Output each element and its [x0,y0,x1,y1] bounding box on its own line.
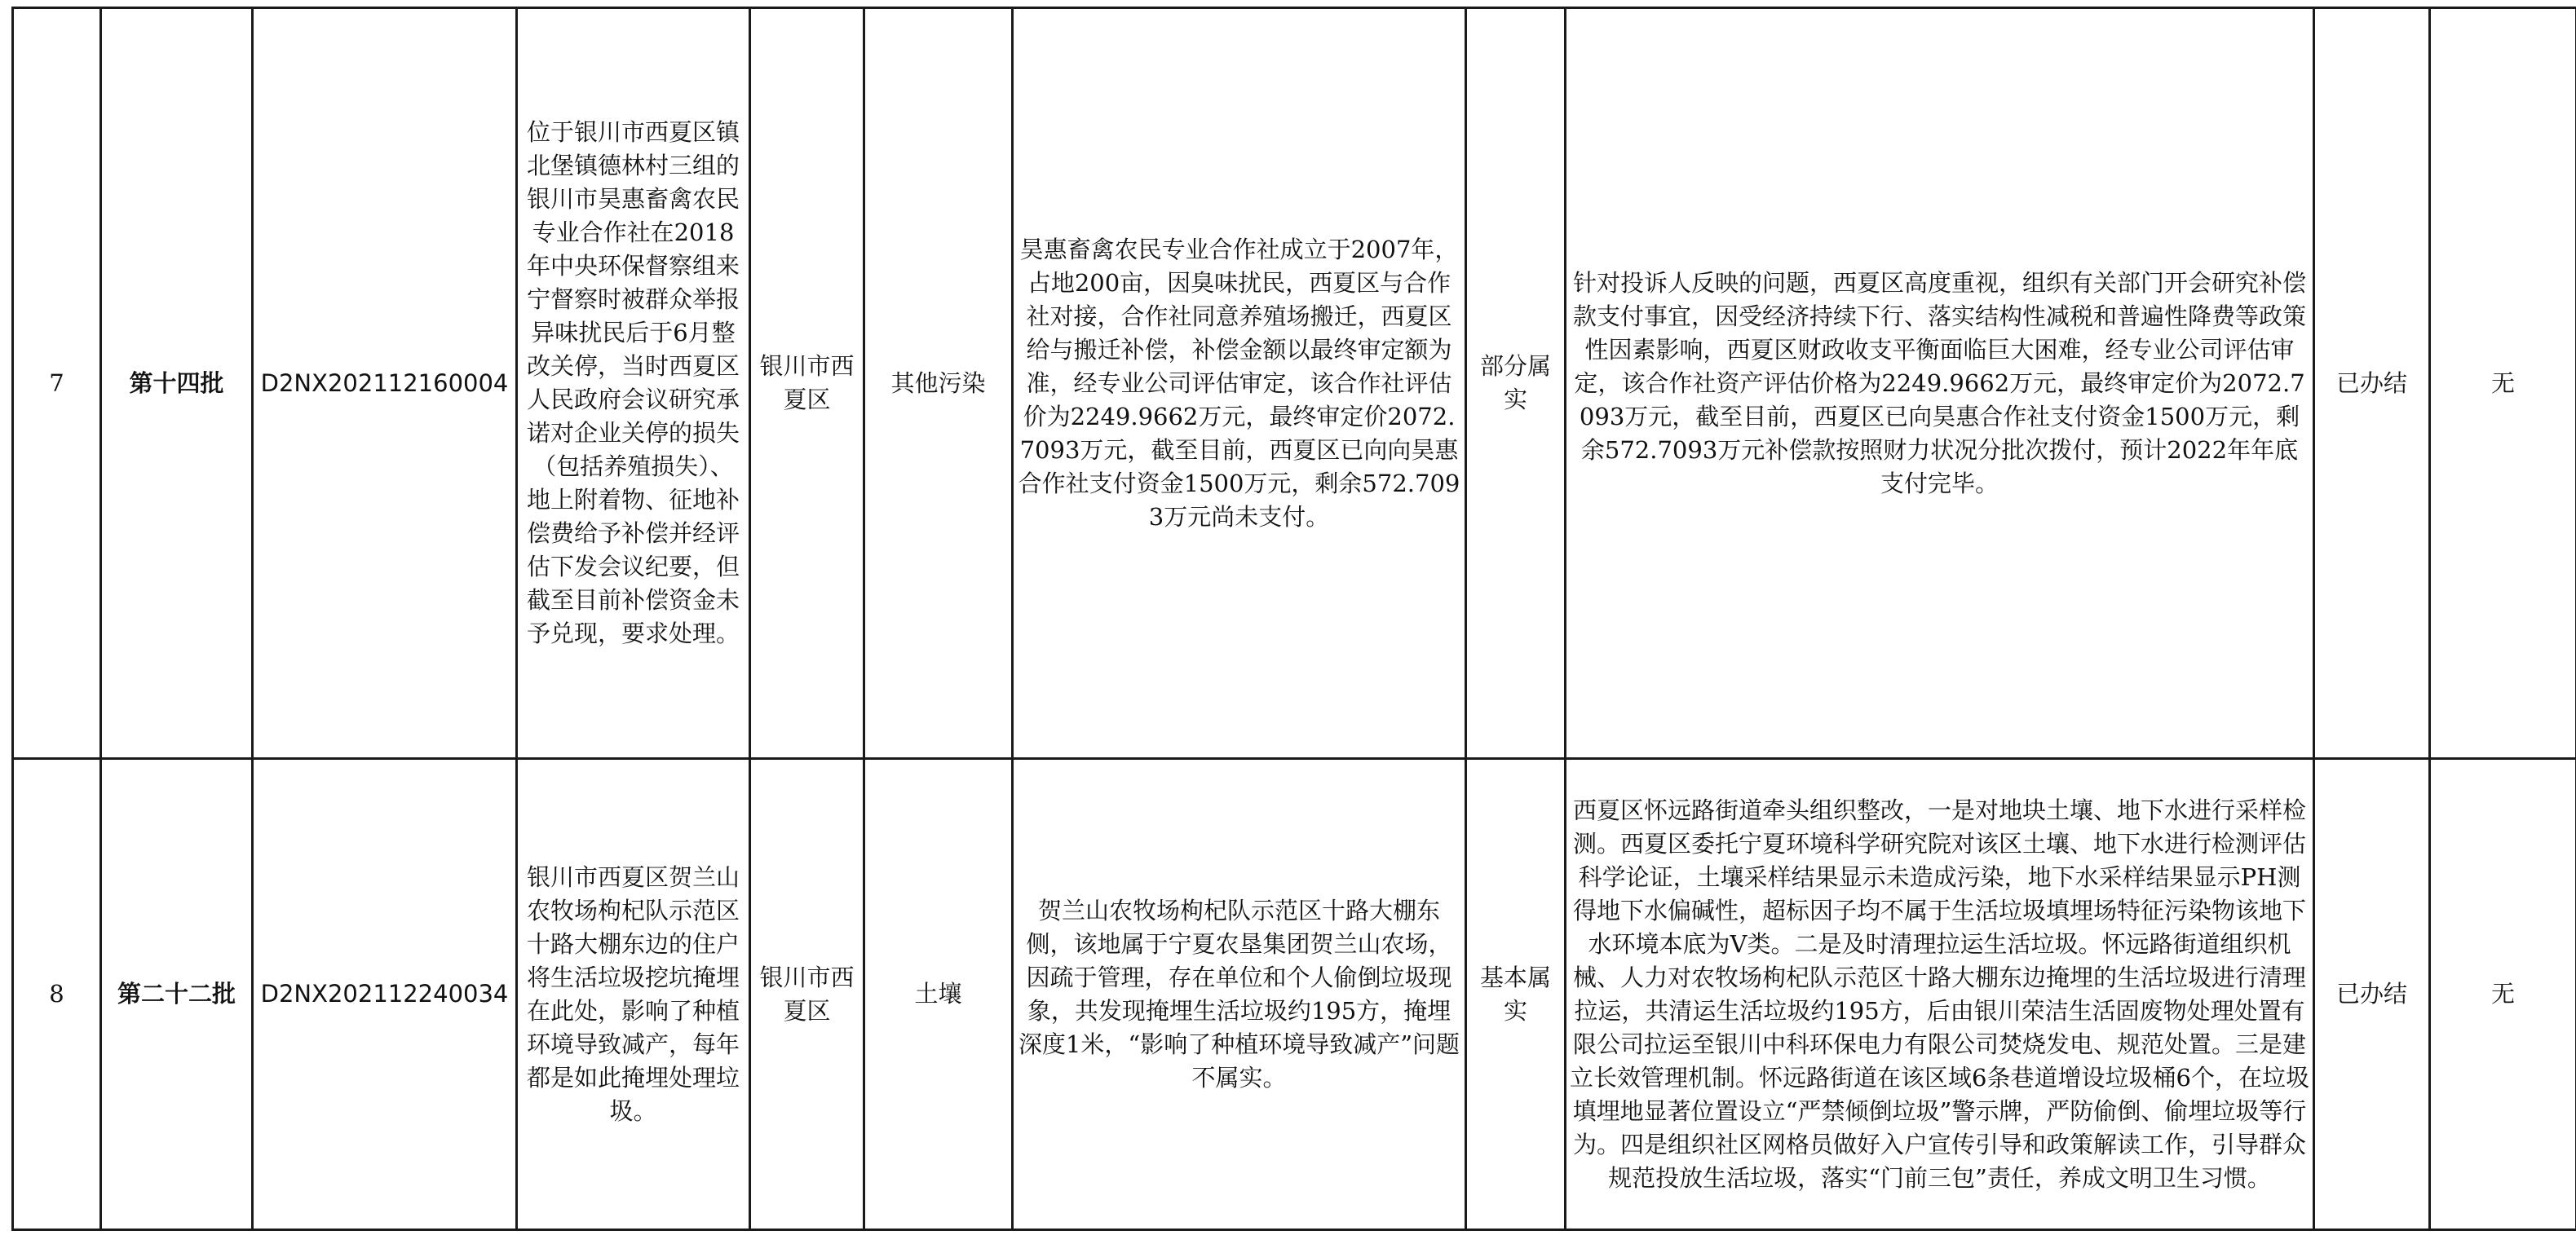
result-cell: 针对投诉人反映的问题，西夏区高度重视，组织有关部门开会研究补偿款支付事宜，因受经济持续下行、落实结构性减税和普遍性降费等政策性因素影响，西夏区财政收支平衡面临巨大困难，经专业公司评估审定，该合作社资产评估价格为2249.9662万元，最终审定价为2072.7093万元，截至目前，西夏区已向昊惠合作社支付资金1500万元，剩余572.7093万元补偿款按照财力状况分批次拨付，预计2022年年底支付完毕。 [1566,8,2314,759]
row-index: 8 [13,759,101,1230]
result-cell: 西夏区怀远路街道牵头组织整改，一是对地块土壤、地下水进行采样检测。西夏区委托宁夏环境科学研究院对该区土壤、地下水进行检测评估科学论证，土壤采样结果显示未造成污染，地下水采样结果显示PH测得地下水偏碱性，超标因子均不属于生活垃圾填埋场特征污染物该地下水环境本底为Ⅴ类。二是及时清理拉运生活垃圾。怀远路街道组织机械、人力对农牧场枸杞队示范区十路大棚东边掩埋的生活垃圾进行清理拉运，共清运生活垃圾约195方，后由银川荣洁生活固废物处理处置有限公司拉运至银川中科环保电力有限公司焚烧发电、规范处置。三是建立长效管理机制。怀远路街道在该区域6条巷道增设垃圾桶6个，在垃圾填埋地显著位置设立“严禁倾倒垃圾”警示牌，严防偷倒、偷埋垃圾等行为。四是组织社区网格员做好入户宣传引导和政策解读工作，引导群众规范投放生活垃圾，落实“门前三包”责任，养成文明卫生习惯。 [1566,759,2314,1230]
pollution-type-cell: 其他污染 [864,8,1013,759]
finding-cell: 贺兰山农牧场枸杞队示范区十路大棚东侧，该地属于宁夏农垦集团贺兰山农场，因疏于管理，存在单位和个人偷倒垃圾现象，共发现掩埋生活垃圾约195方，掩埋深度1米，“影响了种植环境导致减产”问题不属实。 [1013,759,1466,1230]
pollution-type-cell: 土壤 [864,759,1013,1230]
table-row [13,759,2576,1230]
status-cell: 已办结 [2314,8,2430,759]
finding-cell: 昊惠畜禽农民专业合作社成立于2007年，占地200亩，因臭味扰民，西夏区与合作社对接，合作社同意养殖场搬迁，西夏区给与搬迁补偿，补偿金额以最终审定额为准，经专业公司评估审定，该合作社评估价为2249.9662万元，最终审定价2072.7093万元，截至目前，西夏区已向向昊惠合作社支付资金1500万元，剩余572.7093万元尚未支付。 [1013,8,1466,759]
case-table-sheet [11,7,2576,1231]
region-cell: 银川市西夏区 [750,8,864,759]
complaint-cell: 银川市西夏区贺兰山农牧场枸杞队示范区十路大棚东边的住户将生活垃圾挖坑掩埋在此处，影响了种植环境导致减产，每年都是如此掩埋处理垃圾。 [517,759,750,1230]
batch-cell: 第二十二批 [101,759,253,1230]
table-row [13,8,2576,759]
fact-status-cell: 基本属实 [1466,759,1566,1230]
extra-cell: 无 [2430,759,2576,1230]
region-cell: 银川市西夏区 [750,759,864,1230]
case-table [11,7,2576,1231]
fact-status-cell: 部分属实 [1466,8,1566,759]
extra-cell: 无 [2430,8,2576,759]
status-cell: 已办结 [2314,759,2430,1230]
case-code-cell: D2NX202112240034 [253,759,517,1230]
row-index: 7 [13,8,101,759]
batch-cell: 第十四批 [101,8,253,759]
case-code-cell: D2NX202112160004 [253,8,517,759]
complaint-cell: 位于银川市西夏区镇北堡镇德林村三组的银川市昊惠畜禽农民专业合作社在2018年中央环保督察组来宁督察时被群众举报异味扰民后于6月整改关停，当时西夏区人民政府会议研究承诺对企业关停的损失（包括养殖损失）、地上附着物、征地补偿费给予补偿并经评估下发会议纪要，但截至目前补偿资金未予兑现，要求处理。 [517,8,750,759]
